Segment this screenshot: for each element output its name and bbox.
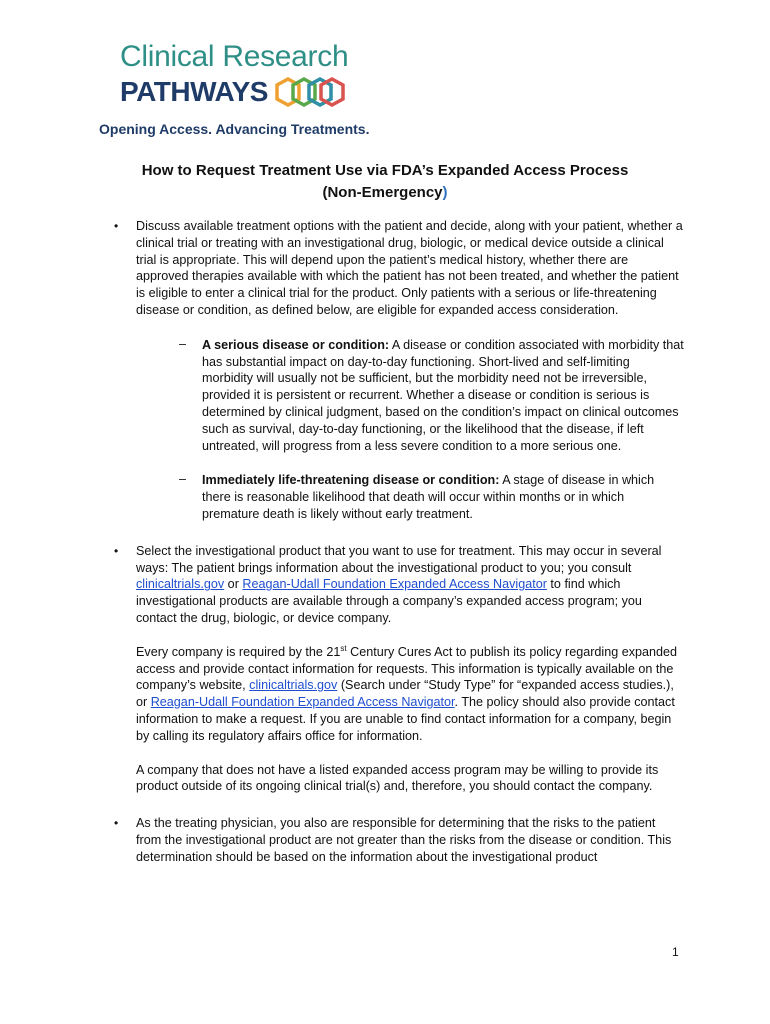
dash-icon: – — [179, 336, 187, 351]
bullet-icon: • — [114, 219, 119, 233]
dash-icon: – — [179, 472, 187, 487]
sub-item-serious — [136, 337, 684, 455]
logo-title-line2 — [120, 76, 348, 108]
title-line-1: How to Request Treatment Use via FDA’s Expanded Access Process — [141, 162, 629, 179]
list-item — [114, 218, 684, 523]
life-threatening-definition: A stage of disease in which there is reasonable likelihood that death will occur within months or in which premature death is likely without early treatment. — [202, 473, 655, 521]
page-title — [0, 160, 770, 204]
bullet-icon: • — [114, 543, 119, 558]
serious-label: A serious disease or condition: — [202, 337, 390, 352]
page-number: 1 — [672, 945, 679, 959]
document-body — [114, 218, 684, 866]
bullet-2-paragraph-3: A company that does not have a listed expanded access program may be willing to provide its product outside of its ongoing clinical trial(s) and, therefore, you should contact the company. — [136, 762, 659, 794]
bullet-icon: • — [114, 816, 119, 831]
logo-title-line1: Clinical Research — [120, 40, 349, 73]
title-line-2: (Non-Emergency) — [322, 184, 448, 201]
logo-tagline: Opening Access. Advancing Treatments. — [99, 121, 370, 137]
clinicaltrials-link[interactable]: clinicaltrials.gov — [136, 577, 225, 592]
life-threatening-label: Immediately life-threatening disease or condition: — [202, 473, 500, 488]
bullet-3-text: As the treating physician, you also are responsible for determining that the risks to the patient from the investigational product are not greater than the risks from the disease or condition. This determination should be based on the information about the investigational product — [136, 816, 672, 864]
logo — [120, 40, 348, 108]
bullet-2-paragraph-2: Every company is required by the 21st Century Cures Act to publish its policy regarding expanded access and provide contact information for requests. This information is typically available on the company’s website, clinicaltrials.gov (Search under “Study Type” for “expanded access studies.), or Reagan-Udall Foundation Expanded Access Navigator. The policy should also provide contact information to make a request. If you are unable to find contact information for a company, begin by calling its regulatory affairs office for information. — [136, 643, 678, 743]
hexagon-chain-icon — [274, 76, 346, 108]
list-item — [114, 815, 684, 865]
reagan-udall-link[interactable]: Reagan-Udall Foundation Expanded Access Navigator — [242, 577, 547, 592]
reagan-udall-link-2[interactable]: Reagan-Udall Foundation Expanded Access Navigator — [150, 695, 455, 710]
serious-definition: A disease or condition associated with morbidity that has substantial impact on day-to-day functioning. Short-lived and self-limiting morbidity will usually not be sufficient, but the morbidity need not be irreversible, provided it is persistent or recurrent. Whether a disease or condition is serious is determined by clinical judgment, based on the condition’s impact on clinical outcomes such as survival, day-to-day functioning, or the likelihood that the disease, if left untreated, will progress from a less severe condition to a more serious one. — [202, 337, 684, 453]
logo-pathways-word: PATHWAYS — [120, 76, 268, 107]
clinicaltrials-link-2[interactable]: clinicaltrials.gov — [249, 678, 338, 693]
list-item — [114, 543, 684, 795]
bullet-2-paragraph-1: Select the investigational product that you want to use for treatment. This may occur in several ways: The patient brings information about the investigational product to you; you consult clinicaltrials.gov or Reagan-Udall Foundation Expanded Access Navigator to find which investigational products are available through a company’s expanded access program; you contact the drug, biologic, or device company. — [136, 543, 662, 625]
sub-item-life-threatening — [136, 472, 684, 522]
bullet-1-text: Discuss available treatment options with the patient and decide, along with your patient, whether a clinical trial or treating with an investigational drug, biologic, or medical device outside a clinical trial is appropriate. This will depend upon the patient’s medical history, whether there are approved therapies available with which the patient has not been treated, and whether the patient is eligible to enter a clinical trial for the product. Only patients with a serious or life-threatening disease or condition, as defined below, are eligible for expanded access consideration. — [136, 219, 683, 317]
